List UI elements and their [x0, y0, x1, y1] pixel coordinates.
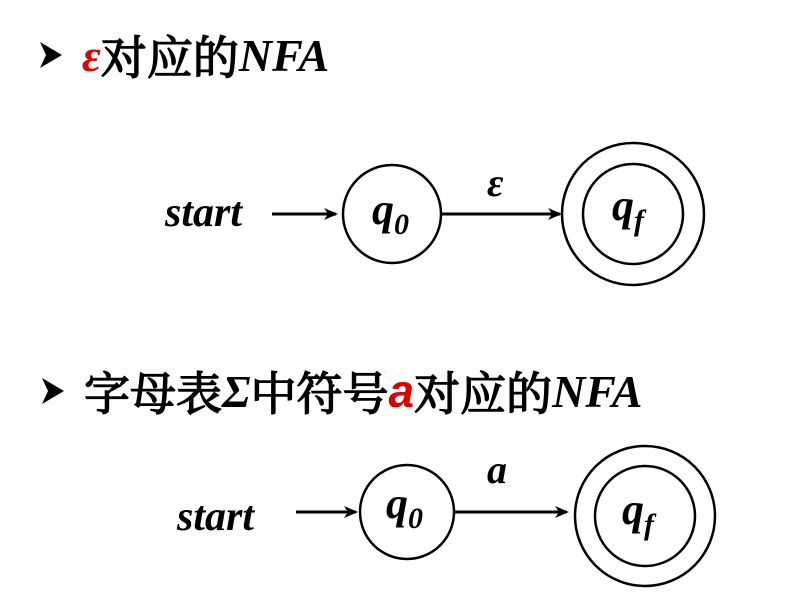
state-q0-label: $q_0$: [372, 185, 409, 241]
diagram-epsilon: [164, 143, 704, 285]
state-q0-label: $q_0$: [386, 479, 423, 535]
sigma-symbol: Σ: [222, 365, 251, 417]
start-label: start: [177, 494, 255, 540]
state-qf-label: $q_f$: [612, 181, 644, 237]
epsilon-symbol: ε: [82, 29, 101, 81]
symbol-a: a: [388, 365, 415, 417]
heading-text: 对应的: [100, 33, 239, 84]
transition-label-a: a: [487, 447, 507, 492]
heading-text-alphabet: 字母表: [84, 369, 222, 420]
diagram-symbol-a: [176, 446, 715, 586]
start-label: start: [165, 190, 243, 236]
heading-nfa: NFA: [238, 29, 330, 81]
heading-nfa: NFA: [552, 365, 643, 417]
state-qf-label: $q_f$: [622, 485, 654, 541]
heading-text-symbol: 中符号: [250, 369, 389, 420]
heading-text-corresponding: 对应的: [414, 369, 553, 420]
transition-label-epsilon: ε: [487, 160, 504, 205]
